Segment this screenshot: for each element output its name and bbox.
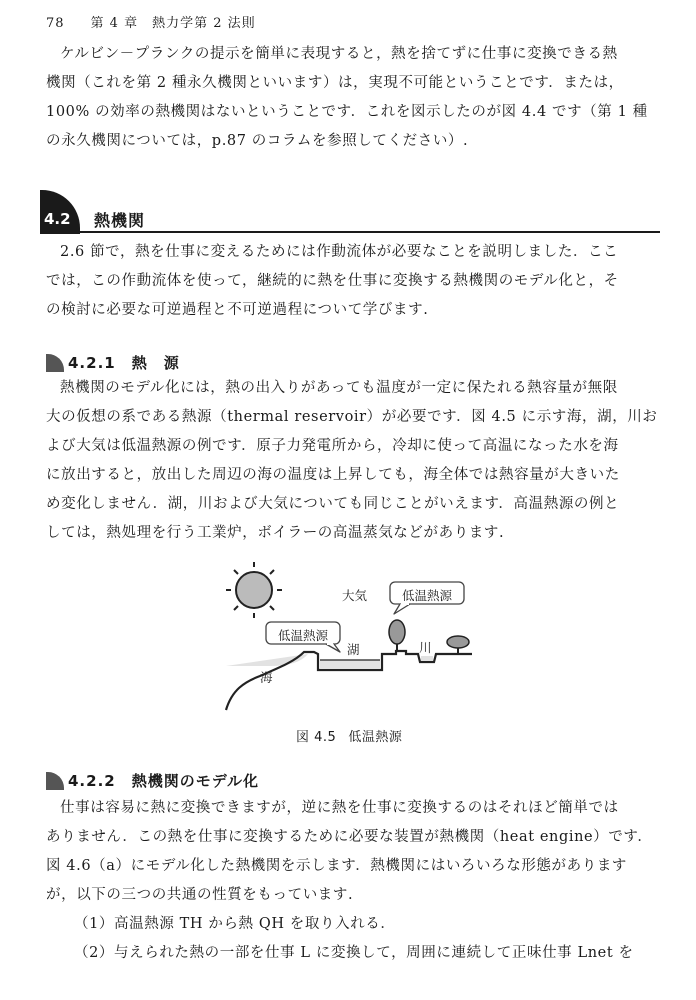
section-heading	[40, 190, 660, 234]
callout-top-label: 低温熱源	[402, 588, 453, 603]
page-number: 78	[46, 16, 65, 31]
running-head	[46, 12, 256, 31]
text-line: 図 4.6（a）にモデル化した熱機関を示します．熱機関にはいろいろな形態があります	[46, 858, 628, 874]
figure-caption	[296, 726, 402, 745]
text-line: の永久機関については，p.87 のコラムを参照してください）.	[46, 133, 469, 149]
low-temperature-source-illustration	[218, 558, 478, 718]
lake-label: 湖	[347, 642, 360, 657]
text-line: 大の仮想の系である熱源（thermal reservoir）が必要です．図 4.5 に示す海，湖，川お	[46, 409, 658, 425]
text-line: 熱機関のモデル化には，熱の出入りがあっても温度が一定に保たれる熱容量が無限	[60, 380, 618, 396]
figure-number: 図 4.5	[296, 730, 337, 745]
section-title: 熱機関	[94, 211, 146, 230]
subsection-mark	[46, 354, 64, 372]
text-line: 100% の効率の熱機関はないということです．これを図示したのが図 4.4 です（第 1 種	[46, 104, 648, 120]
text-line: の検討に必要な可逆過程と不可逆過程について学びます.	[46, 302, 429, 318]
river-water	[421, 656, 433, 661]
bush-icon	[447, 636, 469, 654]
subsection-title: 4.2.1 熱 源	[68, 354, 180, 372]
intro-paragraph	[46, 40, 658, 156]
sea-water	[226, 654, 308, 666]
sun-icon	[226, 562, 282, 618]
figure-caption-text: 低温熱源	[348, 730, 403, 745]
text-line: では，この作動流体を使って，継続的に熱を仕事に変換する熱機関のモデル化と，そ	[46, 273, 619, 289]
text-line: ケルビン－プランクの提示を簡単に表現すると，熱を捨てずに仕事に変換できる熱	[60, 46, 618, 62]
text-line: よび大気は低温熱源の例です．原子力発電所から，冷却に使って高温になった水を海	[46, 438, 619, 454]
callout-left-label: 低温熱源	[278, 628, 329, 643]
section-rule	[80, 231, 660, 233]
heat-source-paragraph	[46, 374, 658, 548]
text-line: め変化しません．湖，川および大気についても同じことがいえます．高温熱源の例と	[46, 496, 620, 512]
chapter-title: 第 4 章 熱力学第 2 法則	[90, 16, 256, 31]
text-line: ありません．この熱を仕事に変換するために必要な装置が熱機関（heat engine）です．	[46, 829, 653, 845]
tree-icon	[389, 620, 405, 651]
text-line: に放出すると，放出した周辺の海の温度は上昇しても，海全体では熱容量が大きいた	[46, 467, 620, 483]
text-line: が，以下の三つの共通の性質をもっています.	[46, 887, 354, 903]
section-intro-paragraph	[46, 238, 658, 325]
list-item: （1）高温熱源 TH から熱 QH を取り入れる．	[74, 916, 396, 932]
figure-4-5	[218, 558, 478, 718]
text-line: 2.6 節で，熱を仕事に変えるためには作動流体が必要なことを説明しました．ここ	[60, 244, 619, 260]
heat-engine-paragraph	[46, 794, 658, 910]
subsection-title: 4.2.2 熱機関のモデル化	[68, 772, 259, 790]
lake-water	[320, 660, 380, 669]
river-label: 川	[419, 640, 432, 655]
text-line: 機関（これを第 2 種永久機関といいます）は，実現不可能ということです．または，	[46, 75, 624, 91]
section-number: 4.2	[44, 210, 71, 228]
atmosphere-label: 大気	[342, 588, 368, 603]
sea-label: 海	[260, 670, 273, 685]
text-line: しては，熱処理を行う工業炉，ボイラーの高温蒸気などがあります.	[46, 525, 505, 541]
text-line: 仕事は容易に熱に変換できますが，逆に熱を仕事に変換するのはそれほど簡単では	[60, 800, 619, 816]
list-item: （2）与えられた熱の一部を仕事 L に変換して，周囲に連続して正味仕事 Lnet を	[74, 945, 634, 961]
subsection-mark	[46, 772, 64, 790]
